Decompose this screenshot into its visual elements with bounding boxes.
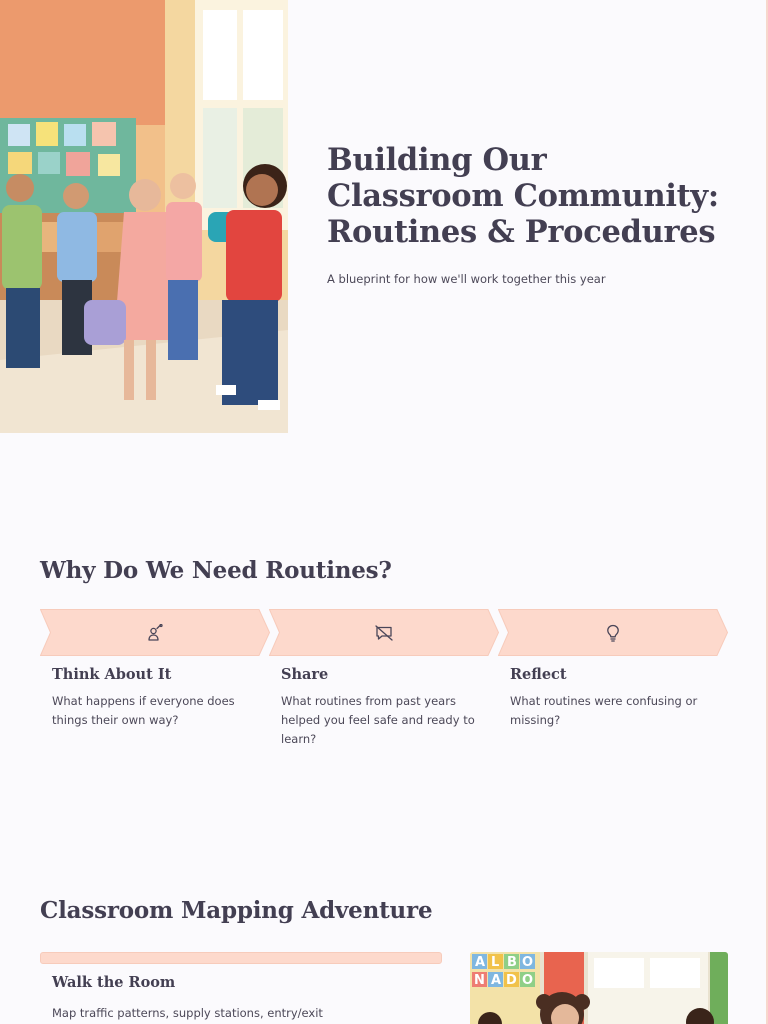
mapping-heading: Classroom Mapping Adventure <box>40 897 433 924</box>
walk-the-room-card <box>40 952 442 1024</box>
poster-letter: D <box>506 973 517 988</box>
poster-letter: A <box>475 955 486 970</box>
page-subtitle: A blueprint for how we'll work together this year <box>327 272 606 286</box>
step-body: What happens if everyone does things their own way? <box>52 694 235 727</box>
why-steps <box>40 609 728 746</box>
card-heading: Walk the Room <box>52 974 176 991</box>
card-body: Map traffic patterns, supply stations, entry/exit <box>52 1006 323 1020</box>
hero-text <box>327 142 727 287</box>
poster-letter: L <box>491 955 500 970</box>
step-heading: Think About It <box>52 666 172 683</box>
hero-photo <box>0 0 288 433</box>
message-off-icon <box>269 609 499 656</box>
lightbulb-icon <box>498 609 728 656</box>
poster-letter: O <box>522 973 534 988</box>
step-heading: Share <box>281 666 329 683</box>
step-heading: Reflect <box>510 666 567 683</box>
step-body: What routines were confusing or missing? <box>510 694 698 727</box>
classroom-students-photo <box>470 952 728 1024</box>
card-accent-bar <box>40 952 442 964</box>
children-walking-photo <box>0 0 288 433</box>
poster-letter: A <box>491 973 502 988</box>
page-title: Building Our Classroom Community: Routines & Procedures <box>327 142 719 250</box>
poster-letter: O <box>522 955 534 970</box>
step-body: What routines from past years helped you feel safe and ready to learn? <box>281 694 475 746</box>
thinking-person-icon <box>40 609 270 656</box>
poster-letter: N <box>474 973 485 988</box>
why-routines-heading: Why Do We Need Routines? <box>40 557 392 584</box>
poster-letter: B <box>507 955 517 970</box>
hero-section <box>0 0 768 433</box>
mapping-photo <box>470 952 728 1024</box>
